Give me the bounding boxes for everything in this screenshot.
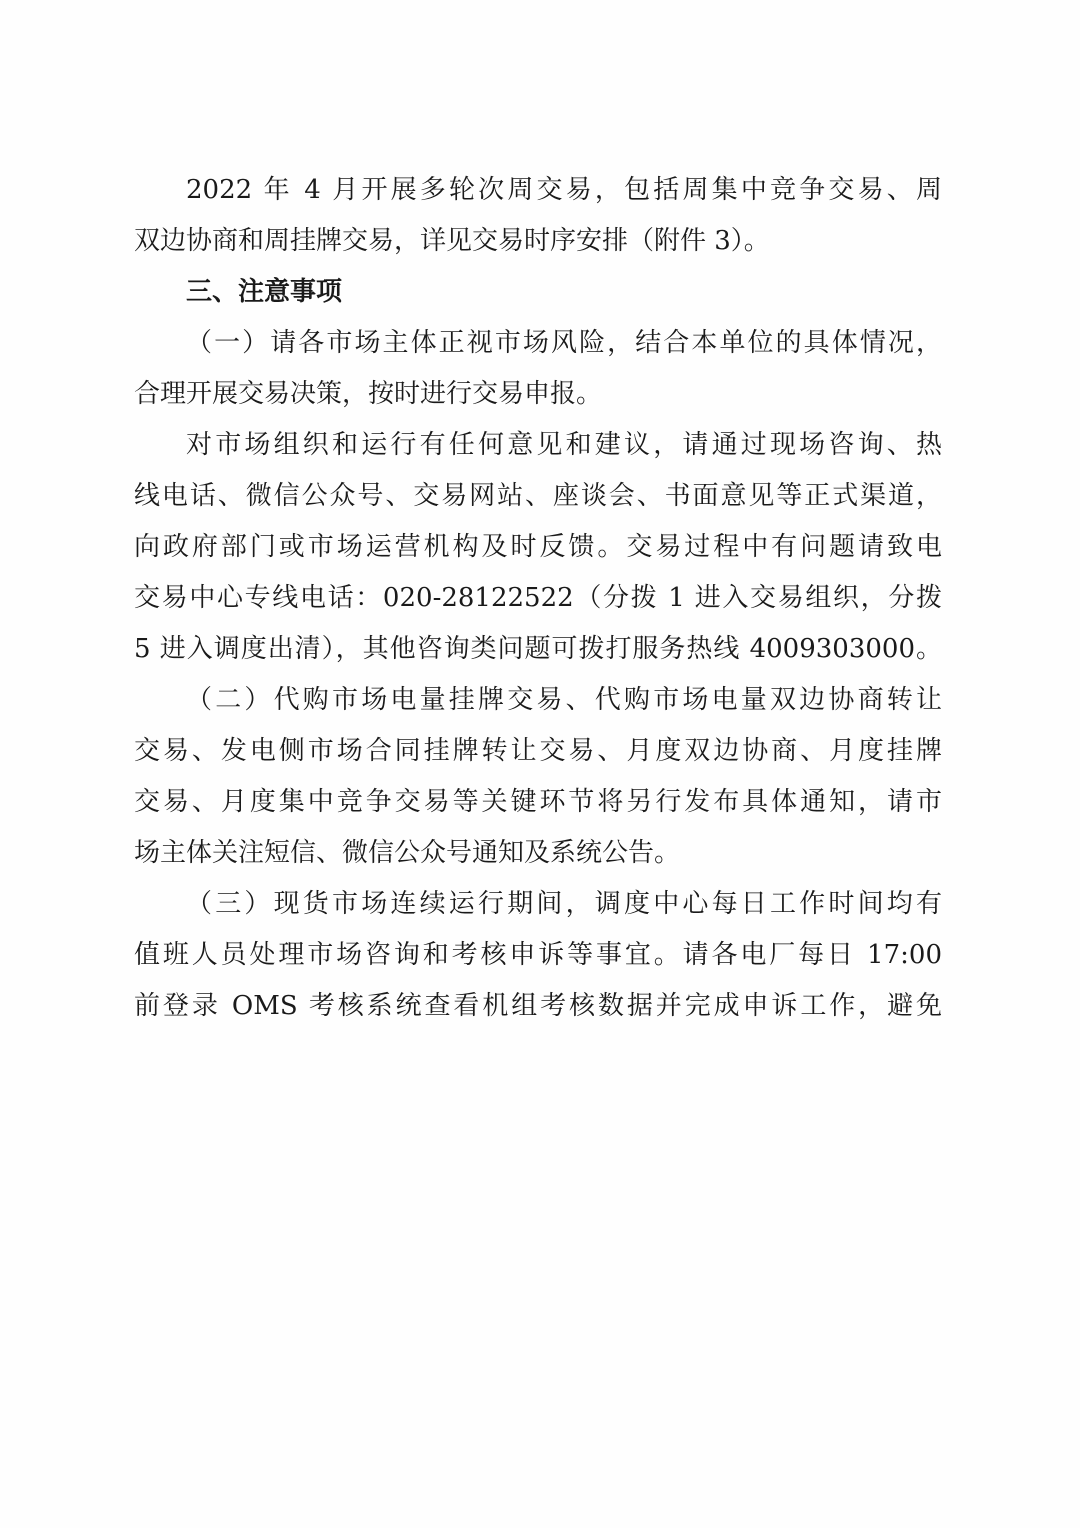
document-body [134,165,942,1032]
paragraph-line: 场主体关注短信、微信公众号通知及系统公告。 [134,838,681,868]
paragraph-line: （一）请各市场主体正视市场风险，结合本单位的具体情况， [186,328,942,358]
paragraph-line: 交易、月度集中竞争交易等关键环节将另行发布具体通知，请市 [134,787,942,817]
paragraph-line: 5 进入调度出清），其他咨询类问题可拨打服务热线 4009303000。 [134,634,942,664]
section-heading: 三、注意事项 [186,277,343,307]
paragraph-line: 对市场组织和运行有任何意见和建议，请通过现场咨询、热 [186,430,942,460]
paragraph-line: 交易中心专线电话：020-28122522（分拨 1 进入交易组织，分拨 [134,583,942,613]
paragraph-line: 交易、发电侧市场合同挂牌转让交易、月度双边协商、月度挂牌 [134,736,942,766]
paragraph-line: 值班人员处理市场咨询和考核申诉等事宜。请各电厂每日 17:00 [134,940,942,970]
paragraph-line: （三）现货市场连续运行期间，调度中心每日工作时间均有 [186,889,942,919]
paragraph-line: 2022 年 4 月开展多轮次周交易，包括周集中竞争交易、周 [186,175,942,205]
paragraph-line: 双边协商和周挂牌交易，详见交易时序安排（附件 3）。 [134,226,770,256]
paragraph-line: 向政府部门或市场运营机构及时反馈。交易过程中有问题请致电 [134,532,942,562]
paragraph-line: 前登录 OMS 考核系统查看机组考核数据并完成申诉工作，避免 [134,991,942,1021]
paragraph-line: （二）代购市场电量挂牌交易、代购市场电量双边协商转让 [186,685,942,715]
paragraph-line: 合理开展交易决策，按时进行交易申报。 [134,379,603,409]
paragraph-line: 线电话、微信公众号、交易网站、座谈会、书面意见等正式渠道， [134,481,942,511]
